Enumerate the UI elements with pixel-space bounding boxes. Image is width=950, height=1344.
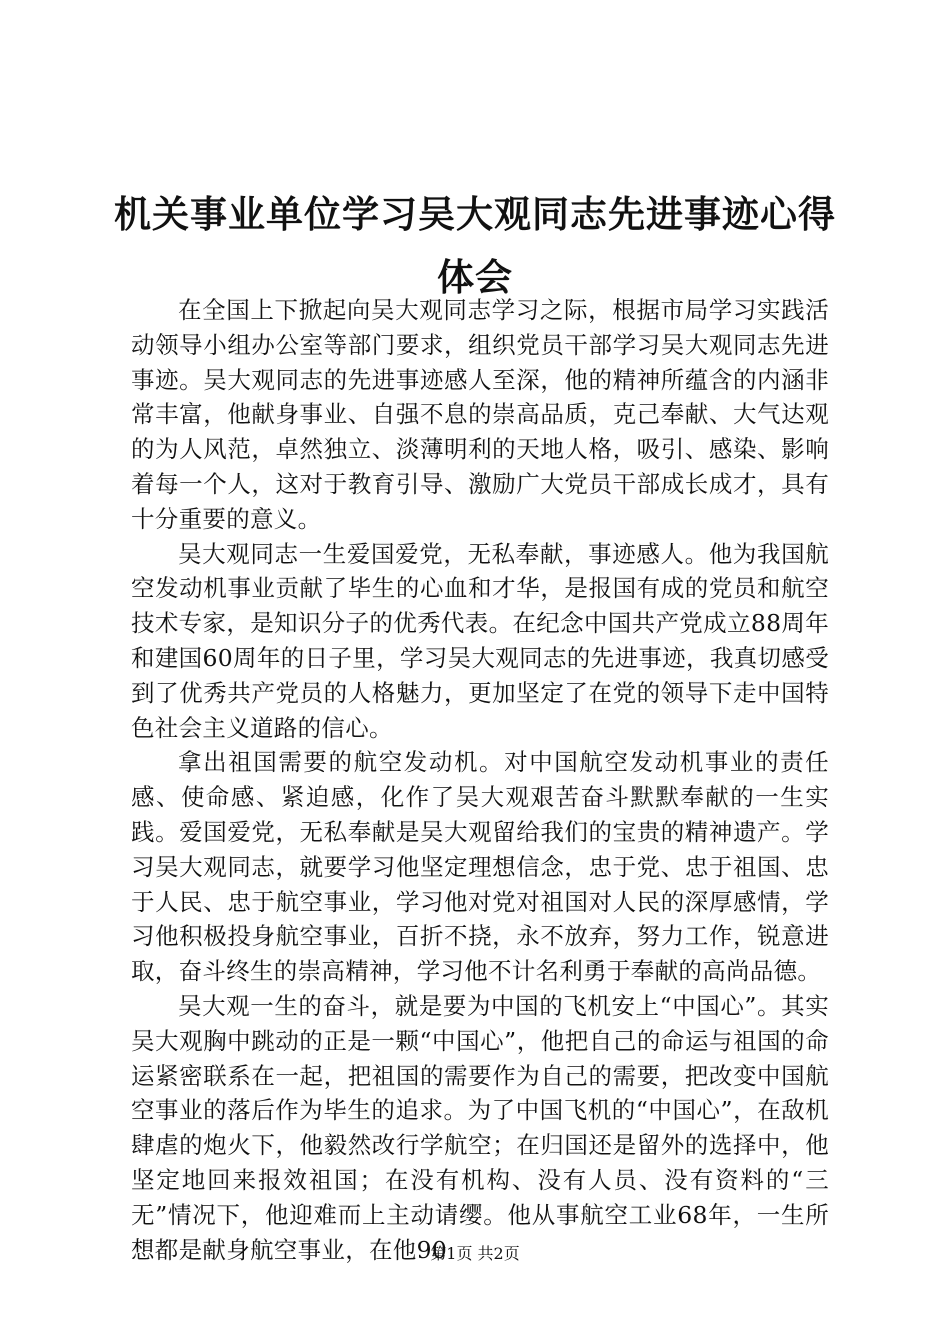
paragraph-1: 在全国上下掀起向吴大观同志学习之际，根据市局学习实践活动领导小组办公室等部门要求，组织党员干部学习吴大观同志先进事迹。吴大观同志的先进事迹感人至深，他的精神所蕴含的内涵非常丰富，他献身事业、自强不息的崇高品质，克己奉献、大气达观的为人风范，卓然独立、淡薄明利的天地人格，吸引、感染、影响着每一个人，这对于教育引导、激励广大党员干部成长成才，具有十分重要的意义。 [131,296,829,533]
document-title: 机关事业单位学习吴大观同志先进事迹心得体会 [114,193,836,299]
page-footer: 第1页 共2页 [430,1244,520,1263]
paragraph-4: 吴大观一生的奋斗，就是要为中国的飞机安上“中国心”。其实吴大观胸中跳动的正是一颗“中国心”，他把自己的命运与祖国的命运紧密联系在一起，把祖国的需要作为自己的需要，把改变中国航空事业的落后作为毕生的追求。为了中国飞机的“中国心”，在敌机肆虐的炮火下，他毅然改行学航空；在归国还是留外的选择中，他坚定地回来报效祖国；在没有机构、没有人员、没有资料的“三无”情况下，他迎难而上主动请缨。他从事航空工业68年，一生所想都是献身航空事业，在他90 [131,991,829,1264]
paragraph-2: 吴大观同志一生爱国爱党，无私奉献，事迹感人。他为我国航空发动机事业贡献了毕生的心血和才华，是报国有成的党员和航空技术专家，是知识分子的优秀代表。在纪念中国共产党成立88周年和建国60周年的日子里，学习吴大观同志的先进事迹，我真切感受到了优秀共产党员的人格魅力，更加坚定了在党的领导下走中国特色社会主义道路的信心。 [131,539,829,742]
document-body [131,293,829,1267]
paragraph-3: 拿出祖国需要的航空发动机。对中国航空发动机事业的责任感、使命感、紧迫感，化作了吴大观艰苦奋斗默默奉献的一生实践。爱国爱党，无私奉献是吴大观留给我们的宝贵的精神遗产。学习吴大观同志，就要学习他坚定理想信念，忠于党、忠于祖国、忠于人民、忠于航空事业，学习他对党对祖国对人民的深厚感情，学习他积极投身航空事业，百折不挠，永不放弃，努力工作，锐意进取，奋斗终生的崇高精神，学习他不计名利勇于奉献的高尚品德。 [131,748,829,986]
